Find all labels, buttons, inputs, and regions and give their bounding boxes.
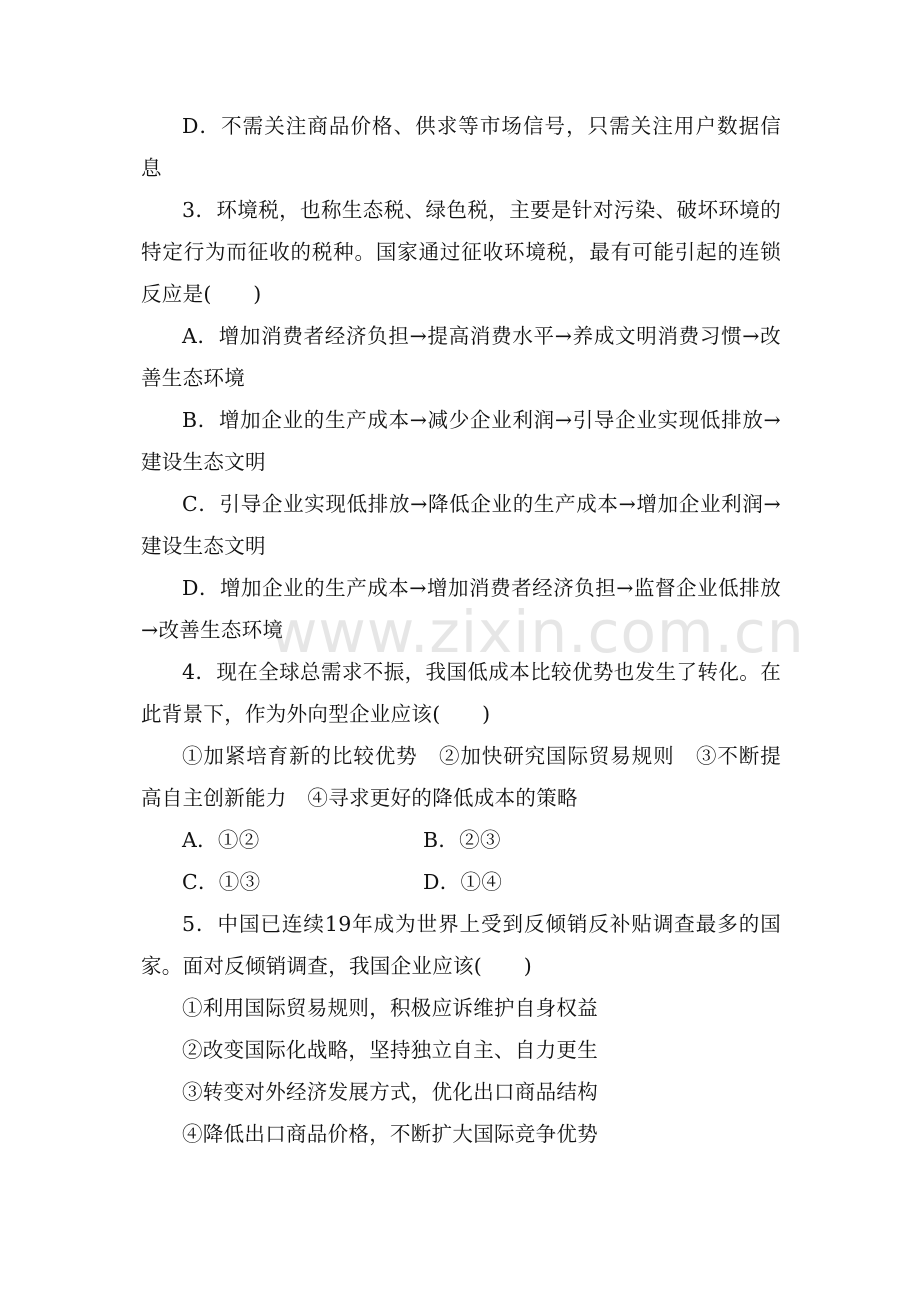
q4-choices: ①加紧培育新的比较优势 ②加快研究国际贸易规则 ③不断提高自主创新能力 ④寻求更好的降低成本的策略: [141, 744, 781, 810]
q4-option-a: A．①②: [182, 828, 260, 852]
q3-stem: 3．环境税，也称生态税、绿色税，主要是针对污染、破坏环境的特定行为而征收的税种。国家通过征收环境税，最有可能引起的连锁反应是( ): [141, 198, 781, 306]
q4-stem: 4．现在全球总需求不振，我国低成本比较优势也发生了转化。在此背景下，作为外向型企业应该( ): [141, 660, 781, 726]
q5-item-1: ①利用国际贸易规则，积极应诉维护自身权益: [182, 996, 598, 1020]
q5-item-2: ②改变国际化战略，坚持独立自主、自力更生: [182, 1038, 598, 1062]
q5-item-4: ④降低出口商品价格，不断扩大国际竞争优势: [182, 1122, 598, 1146]
q3-option-c: C．引导企业实现低排放→降低企业的生产成本→增加企业利润→建设生态文明: [141, 492, 781, 558]
q5-item-3: ③转变对外经济发展方式，优化出口商品结构: [182, 1080, 598, 1104]
q5-stem: 5．中国已连续19年成为世界上受到反倾销反补贴调查最多的国家。面对反倾销调查，我国企业应该( ): [141, 912, 781, 978]
q3-option-b: B．增加企业的生产成本→减少企业利润→引导企业实现低排放→建设生态文明: [141, 408, 781, 474]
q4-options-row-1: [141, 819, 781, 861]
q4-option-c: C．①③: [182, 870, 261, 894]
watermark-text: www.zixin.com.cn: [270, 598, 805, 666]
q4-option-d: D．①④: [423, 870, 503, 894]
q3-option-d: D．增加企业的生产成本→增加消费者经济负担→监督企业低排放→改善生态环境: [141, 576, 781, 642]
q4-options-row-2: [141, 861, 781, 903]
q3-option-a: A．增加消费者经济负担→提高消费水平→养成文明消费习惯→改善生态环境: [141, 324, 781, 390]
q4-option-b: B．②③: [423, 828, 501, 852]
q2-option-d: D．不需关注商品价格、供求等市场信号，只需关注用户数据信息: [141, 114, 781, 180]
document-body: [141, 105, 781, 1155]
